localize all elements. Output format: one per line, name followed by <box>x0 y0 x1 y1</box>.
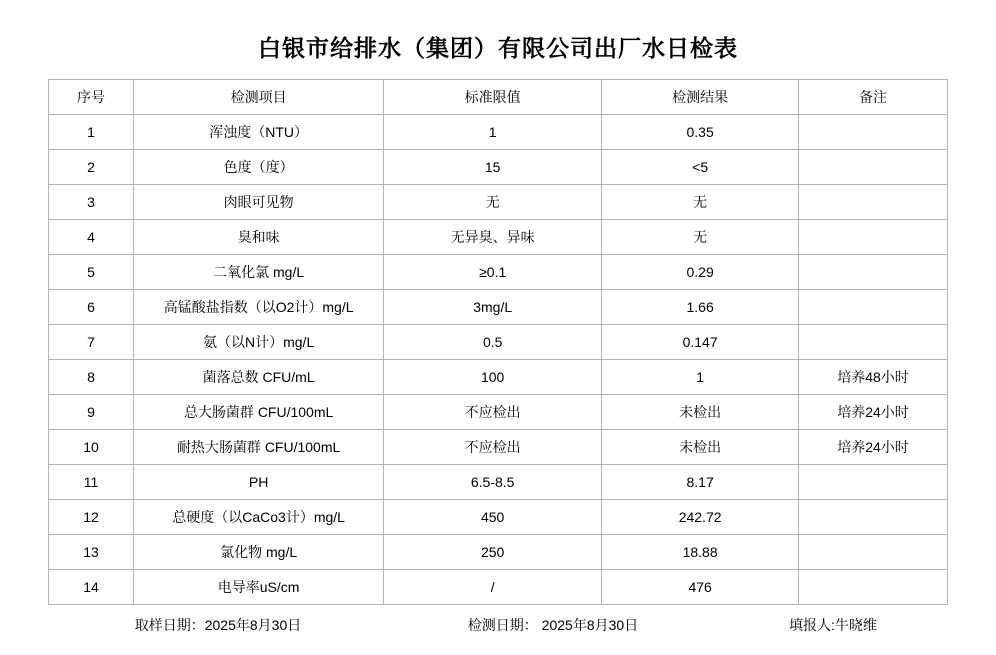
row-no: 3 <box>49 185 134 220</box>
row-item: 电导率uS/cm <box>134 570 384 605</box>
row-limit: 250 <box>384 535 602 570</box>
column-header-no: 序号 <box>49 80 134 115</box>
row-no: 4 <box>49 220 134 255</box>
table-row <box>49 465 948 500</box>
row-item: 耐热大肠菌群 CFU/100mL <box>134 430 384 465</box>
row-no: 10 <box>49 430 134 465</box>
row-result: 0.147 <box>602 325 799 360</box>
row-item: 总大肠菌群 CFU/100mL <box>134 395 384 430</box>
row-no: 2 <box>49 150 134 185</box>
table-row <box>49 290 948 325</box>
row-item: 高锰酸盐指数（以O2计）mg/L <box>134 290 384 325</box>
row-limit: 0.5 <box>384 325 602 360</box>
row-result: 1 <box>602 360 799 395</box>
row-result: 0.35 <box>602 115 799 150</box>
footer-row <box>48 605 948 645</box>
row-no: 6 <box>49 290 134 325</box>
table-row <box>49 360 948 395</box>
row-note <box>799 500 948 535</box>
row-note <box>799 220 948 255</box>
row-item: 臭和味 <box>134 220 384 255</box>
row-result: <5 <box>602 150 799 185</box>
row-result: 476 <box>602 570 799 605</box>
table-row <box>49 500 948 535</box>
row-item: PH <box>134 465 384 500</box>
row-item: 二氧化氯 mg/L <box>134 255 384 290</box>
row-result: 未检出 <box>602 430 799 465</box>
row-no: 11 <box>49 465 134 500</box>
row-result: 18.88 <box>602 535 799 570</box>
table-row <box>49 220 948 255</box>
row-note <box>799 185 948 220</box>
row-note <box>799 325 948 360</box>
row-item: 氨（以N计）mg/L <box>134 325 384 360</box>
row-no: 8 <box>49 360 134 395</box>
row-item: 肉眼可见物 <box>134 185 384 220</box>
row-result: 无 <box>602 220 799 255</box>
column-header-result: 检测结果 <box>602 80 799 115</box>
row-result: 8.17 <box>602 465 799 500</box>
row-note <box>799 535 948 570</box>
row-limit: 3mg/L <box>384 290 602 325</box>
table-row <box>49 255 948 290</box>
row-item: 总硬度（以CaCo3计）mg/L <box>134 500 384 535</box>
row-item: 色度（度） <box>134 150 384 185</box>
column-header-item: 检测项目 <box>134 80 384 115</box>
row-limit: 1 <box>384 115 602 150</box>
row-result: 1.66 <box>602 290 799 325</box>
row-result: 0.29 <box>602 255 799 290</box>
row-limit: 不应检出 <box>384 430 602 465</box>
column-header-limit: 标准限值 <box>384 80 602 115</box>
sampling-date: 取样日期：2025年8月30日 <box>134 617 302 633</box>
row-note: 培养24小时 <box>799 430 948 465</box>
row-limit: 6.5-8.5 <box>384 465 602 500</box>
row-no: 9 <box>49 395 134 430</box>
table-row <box>49 570 948 605</box>
row-note <box>799 150 948 185</box>
row-limit: 450 <box>384 500 602 535</box>
row-limit: 100 <box>384 360 602 395</box>
row-note <box>799 115 948 150</box>
table-row <box>49 430 948 465</box>
column-header-note: 备注 <box>799 80 948 115</box>
reporter: 填报人:牛晓维 <box>789 617 877 633</box>
page-title: 白银市给排水（集团）有限公司出厂水日检表 <box>258 35 738 61</box>
row-note <box>799 570 948 605</box>
row-result: 无 <box>602 185 799 220</box>
table-row <box>49 535 948 570</box>
row-result: 未检出 <box>602 395 799 430</box>
row-no: 7 <box>49 325 134 360</box>
table-row <box>49 115 948 150</box>
row-limit: ≥0.1 <box>384 255 602 290</box>
row-limit: 无异臭、异味 <box>384 220 602 255</box>
test-date: 检测日期： 2025年8月30日 <box>467 617 639 633</box>
table-row <box>49 185 948 220</box>
row-no: 14 <box>49 570 134 605</box>
table-header-row <box>49 80 948 115</box>
row-limit: 无 <box>384 185 602 220</box>
row-note: 培养48小时 <box>799 360 948 395</box>
row-limit: 不应检出 <box>384 395 602 430</box>
row-item: 氯化物 mg/L <box>134 535 384 570</box>
row-no: 5 <box>49 255 134 290</box>
row-note <box>799 255 948 290</box>
row-limit: / <box>384 570 602 605</box>
row-no: 13 <box>49 535 134 570</box>
row-item: 菌落总数 CFU/mL <box>134 360 384 395</box>
row-no: 1 <box>49 115 134 150</box>
row-result: 242.72 <box>602 500 799 535</box>
row-note: 培养24小时 <box>799 395 948 430</box>
row-limit: 15 <box>384 150 602 185</box>
row-note <box>799 290 948 325</box>
table-row <box>49 395 948 430</box>
water-quality-table <box>48 79 948 605</box>
row-no: 12 <box>49 500 134 535</box>
table-row <box>49 325 948 360</box>
table-row <box>49 150 948 185</box>
row-item: 浑浊度（NTU） <box>134 115 384 150</box>
row-note <box>799 465 948 500</box>
